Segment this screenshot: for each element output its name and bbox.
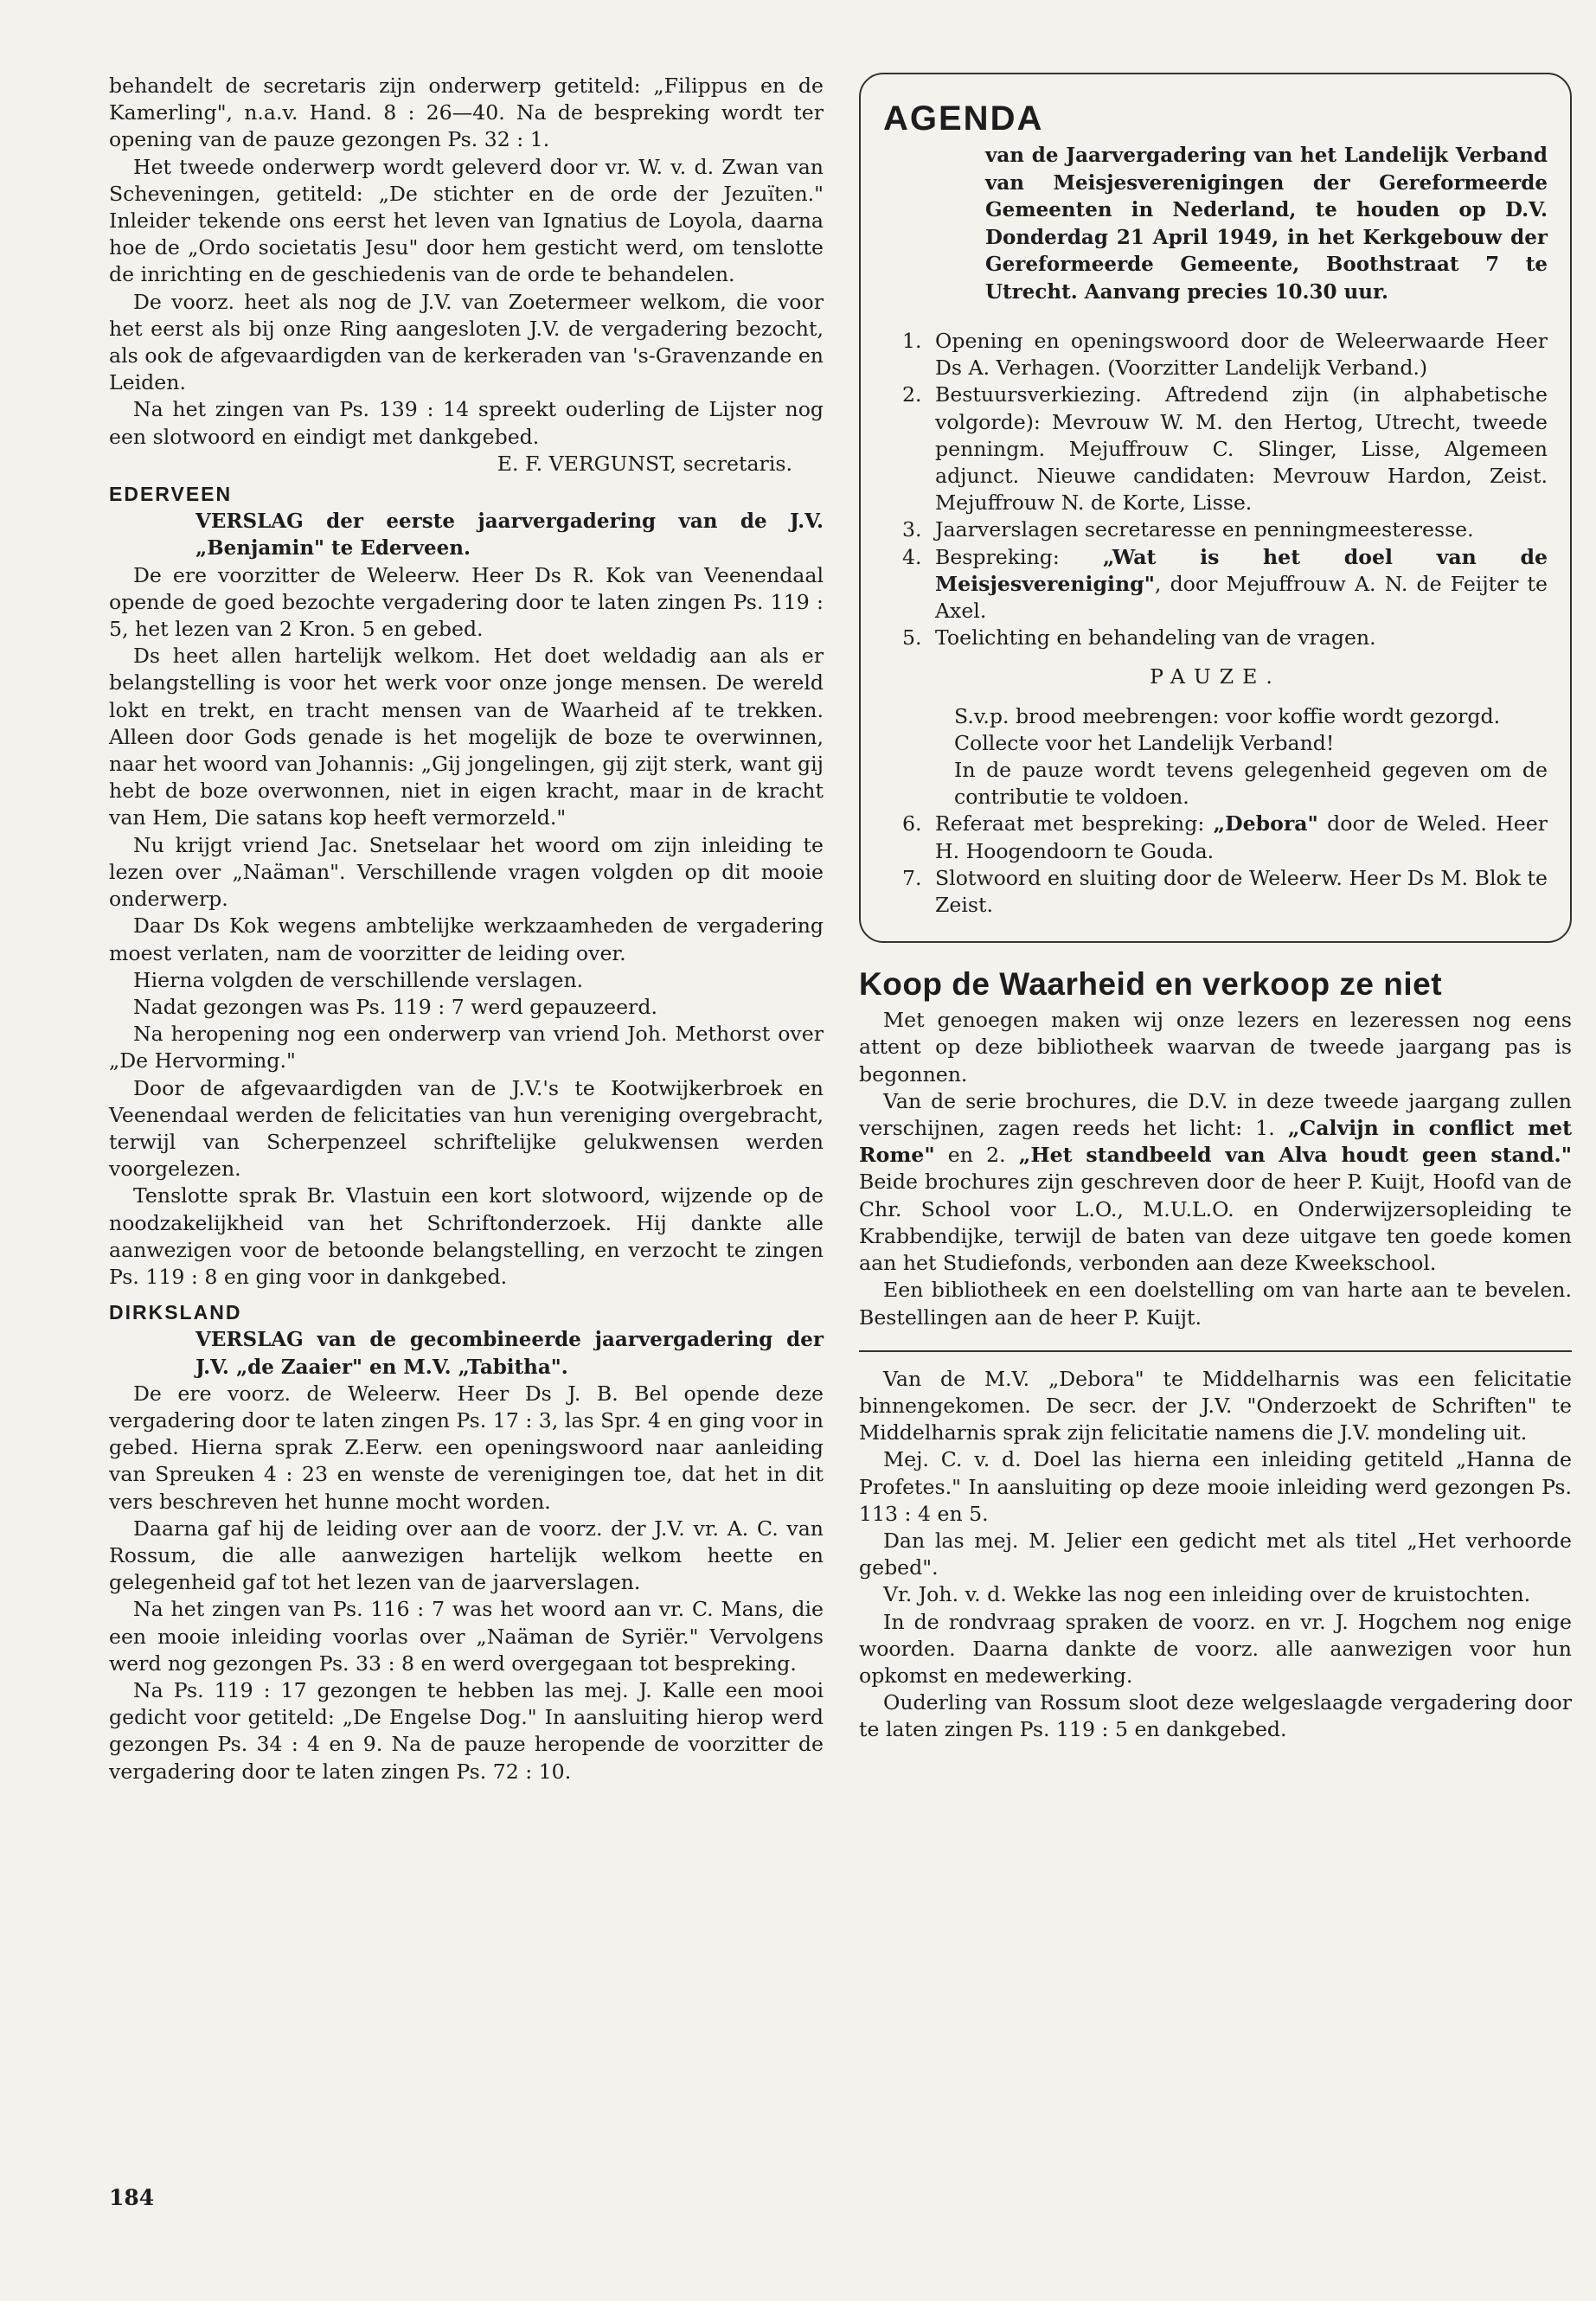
paragraph: behandelt de secretaris zijn onderwerp getiteld: „Filippus en de Kamerling", n.a.v. Hand. 8 : 26—40. Na de bespreking wordt ter opening van de pauze gezongen Ps. 32 : 1.	[109, 74, 824, 152]
paragraph: In de rondvraag spraken de voorz. en vr. J. Hogchem nog enige woorden. Daarna dankte de voorz. alle aanwezigen voor hun opkomst en medewerking.	[859, 1609, 1572, 1688]
paragraph: Daar Ds Kok wegens ambtelijke werkzaamheden de vergadering moest verlaten, nam de voorzitter de leiding over.	[109, 913, 824, 965]
right-column	[859, 73, 1572, 1744]
paragraph: Van de M.V. „Debora" te Middelharnis was een felicitatie binnengekomen. De secr. der J.V. "Onderzoekt de Schriften" te Middelharnis sprak zijn felicitatie namens die J.V. mondeling uit.	[859, 1366, 1572, 1445]
paragraph: Na het zingen van Ps. 116 : 7 was het woord aan vr. C. Mans, die een mooie inleiding voorlas over „Naäman de Syriër." Vervolgens werd nog gezongen Ps. 33 : 8 en werd overgegaan tot bespreking.	[109, 1597, 824, 1676]
paragraph: Vr. Joh. v. d. Wekke las nog een inleiding over de kruistochten.	[883, 1582, 1531, 1607]
report-subtitle: VERSLAG van de gecombineerde jaarvergadering der J.V. „de Zaaier" en M.V. „Tabitha".	[195, 1328, 824, 1379]
paragraph: Nadat gezongen was Ps. 119 : 7 werd gepauzeerd.	[133, 994, 657, 1019]
paragraph: Ds heet allen hartelijk welkom. Het doet weldadig aan als er belangstelling is voor het werk voor onze jonge mensen. De wereld lokt en trekt, en tracht mensen van de Waarheid af te trekken. Alleen door Gods genade is het mogelijk de boze te overwinnen, naar het woord van Johannis: „Gij jongelingen, gij zijt sterk, want gij hebt de boze overwonnen, niet in eigen kracht, maar in de kracht van Hem, Die satans kop heeft vermorzeld."	[109, 644, 824, 830]
pause-heading: PAUZE.	[1150, 664, 1281, 689]
paragraph: Dan las mej. M. Jelier een gedicht met als titel „Het verhoorde gebed".	[859, 1528, 1572, 1580]
page-number: 184	[109, 2185, 155, 2210]
paragraph: Hierna volgden de verschillende verslagen.	[133, 967, 584, 992]
article-title: Koop de Waarheid en verkoop ze niet	[859, 966, 1443, 1003]
paragraph: Ouderling van Rossum sloot deze welgeslaagde vergadering door te laten zingen Ps. 119 : 5 en dankgebed.	[859, 1690, 1572, 1742]
section-heading-dirksland: DIRKSLAND	[109, 1301, 242, 1324]
signature: E. F. VERGUNST, secretaris.	[497, 451, 792, 476]
agenda-item: 1. Opening en openingswoord door de Weleerwaarde Heer Ds A. Verhagen. (Voorzitter Landelijk Verband.)	[902, 329, 1548, 381]
agenda-item: 3. Jaarverslagen secretaresse en penningmeesteresse.	[902, 517, 1474, 542]
agenda-item: 7. Slotwoord en sluiting door de Weleerw. Heer Ds M. Blok te Zeist.	[902, 865, 1548, 918]
paragraph: Mej. C. v. d. Doel las hierna een inleiding getiteld „Hanna de Profetes." In aansluiting op deze mooie inleiding werd gezongen Ps. 113 : 4 en 5.	[859, 1447, 1572, 1526]
paragraph: De voorz. heet als nog de J.V. van Zoetermeer welkom, die voor het eerst als bij onze Ring aangesloten J.V. de vergadering bezocht, als ook de afgevaardigden van de kerkeraden van 's-Gravenzande en Leiden.	[109, 289, 824, 395]
paragraph: Door de afgevaardigden van de J.V.'s te Kootwijkerbroek en Veenendaal werden de felicitaties van hun vereniging overgebracht, terwijl van Scherpenzeel schriftelijke gelukwensen werden voorgelezen.	[109, 1075, 824, 1182]
agenda-title: AGENDA	[883, 99, 1044, 138]
agenda-item: 4. Bespreking: „Wat is het doel van de Meisjesvereniging", door Mejuffrouw A. N. de Feijter te Axel.	[902, 544, 1548, 624]
paragraph: Tenslotte sprak Br. Vlastuin een kort slotwoord, wijzende op de noodzakelijkheid van het Schriftonderzoek. Hij dankte alle aanwezigen voor de betoonde belangstelling, en verzocht te zingen Ps. 119 : 8 en ging voor in dankgebed.	[109, 1183, 824, 1289]
agenda-box	[859, 73, 1572, 943]
left-column	[109, 73, 824, 1785]
agenda-item: 2. Bestuursverkiezing. Aftredend zijn (in alphabetische volgorde): Mevrouw W. M. den Hertog, Utrecht, tweede penningm. Mejuffrouw C. Slinger, Lisse, Algemeen adjunct. Nieuwe candidaten: Mevrouw Hardon, Zeist. Mejuffrouw N. de Korte, Lisse.	[902, 382, 1548, 516]
divider	[859, 1350, 1572, 1352]
paragraph: Het tweede onderwerp wordt geleverd door vr. W. v. d. Zwan van Scheveningen, getiteld: „De stichter en de orde der Jezuïten." Inleider tekende ons eerst het leven van Ignatius de Loyola, daarna hoe de „Ordo societatis Jesu" door hem gesticht werd, om tenslotte de inrichting en de geschiedenis van de orde te behandelen.	[109, 154, 824, 287]
paragraph: Een bibliotheek en een doelstelling om van harte aan te bevelen. Bestellingen aan de heer P. Kuijt.	[859, 1278, 1572, 1330]
paragraph: Daarna gaf hij de leiding over aan de voorz. der J.V. vr. A. C. van Rossum, die alle aanwezigen hartelijk welkom heette en gelegenheid gaf tot het lezen van de jaarverslagen.	[109, 1516, 824, 1595]
paragraph: De ere voorzitter de Weleerw. Heer Ds R. Kok van Veenendaal opende de goed bezochte vergadering door te laten zingen Ps. 119 : 5, het lezen van 2 Kron. 5 en gebed.	[109, 562, 824, 642]
agenda-items	[883, 328, 1548, 651]
paragraph: De ere voorz. de Weleerw. Heer Ds J. B. Bel opende deze vergadering door te laten zingen Ps. 17 : 3, las Spr. 4 en ging voor in gebed. Hierna sprak Z.Eerw. een openingswoord naar aanleiding van Spreuken 4 : 23 en wenste de verenigingen toe, dat het in dit vers beschreven het hunne mocht worden.	[109, 1381, 824, 1514]
paragraph: Van de serie brochures, die D.V. in deze tweede jaargang zullen verschijnen, zagen reeds het licht: 1. „Calvijn in conflict met Rome" en 2. „Het standbeeld van Alva houdt geen stand." Beide brochures zijn geschreven door de heer P. Kuijt, Hoofd van de Chr. School voor L.O., M.U.L.O. en Onderwijzersopleiding te Krabbendijke, terwijl de baten van deze uitgave ten goede komen aan het Studiefonds, verbonden aan deze Kweekschool.	[859, 1088, 1573, 1276]
paragraph: Na heropening nog een onderwerp van vriend Joh. Methorst over „De Hervorming."	[109, 1022, 824, 1074]
section-heading-ederveen: EDERVEEN	[109, 483, 233, 506]
pause-note: In de pauze wordt tevens gelegenheid gegeven om de contributie te voldoen.	[954, 758, 1548, 810]
paragraph: Na Ps. 119 : 17 gezongen te hebben las mej. J. Kalle een mooi gedicht voor getiteld: „De Engelse Dog." In aansluiting hierop werd gezongen Ps. 34 : 4 en 9. Na de pauze heropende de voorzitter de vergadering door te laten zingen Ps. 72 : 10.	[109, 1677, 824, 1784]
paragraph: Nu krijgt vriend Jac. Snetselaar het woord om zijn inleiding te lezen over „Naäman". Verschillende vragen volgden op dit mooie onderwerp.	[109, 832, 824, 912]
agenda-intro: van de Jaarvergadering van het Landelijk Verband van Meisjesverenigingen der Gereformeerde Gemeenten in Nederland, te houden op D.V. Donderdag 21 April 1949, in het Kerkgebouw der Gereformeerde Gemeente, Boothstraat 7 te Utrecht. Aanvang precies 10.30 uur.	[985, 144, 1548, 304]
agenda-item: 6. Referaat met bespreking: „Debora" door de Weled. Heer H. Hoogendoorn te Gouda.	[902, 811, 1548, 863]
paragraph: Na het zingen van Ps. 139 : 14 spreekt ouderling de Lijster nog een slotwoord en eindigt met dankgebed.	[109, 397, 824, 449]
pause-note: S.v.p. brood meebrengen: voor koffie wordt gezorgd.	[954, 703, 1501, 728]
report-subtitle: VERSLAG der eerste jaarvergadering van de J.V. „Benjamin" te Ederveen.	[195, 510, 824, 561]
pause-note: Collecte voor het Landelijk Verband!	[954, 730, 1335, 755]
paragraph: Met genoegen maken wij onze lezers en lezeressen nog eens attent op deze bibliotheek waarvan de tweede jaargang pas is begonnen.	[859, 1008, 1572, 1086]
agenda-item: 5. Toelichting en behandeling van de vragen.	[902, 625, 1376, 651]
